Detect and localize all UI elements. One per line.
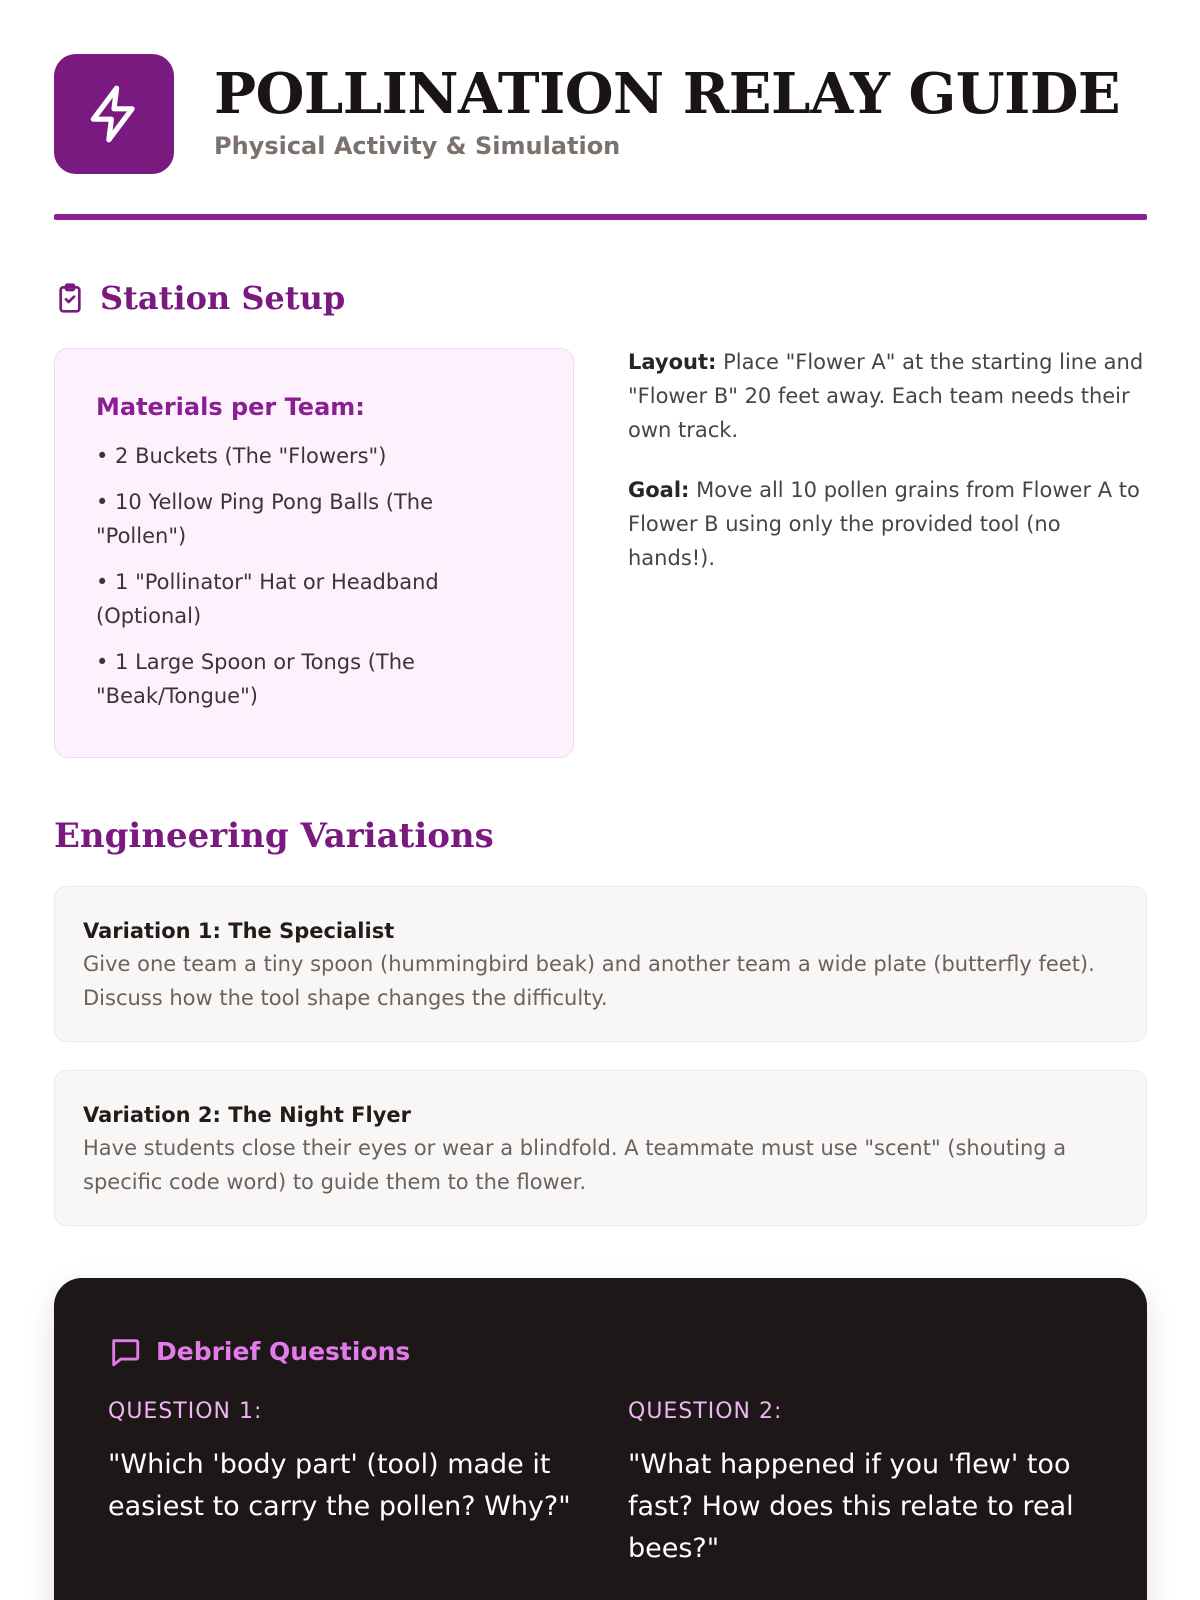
question-label: QUESTION 1: [108,1399,263,1424]
question-text: "What happened if you 'flew' too fast? How does this relate to real bees?" [628,1449,1074,1564]
list-item: • 1 "Pollinator" Hat or Headband (Optional) [96,570,439,628]
engineering-variations-heading: Engineering Variations [54,816,494,856]
list-item: • 1 Large Spoon or Tongs (The "Beak/Tongue") [96,650,415,708]
list-item: • 10 Yellow Ping Pong Balls (The "Pollen") [96,490,434,548]
materials-list [96,439,533,713]
goal-label: Goal: [628,478,690,502]
variation-description: Give one team a tiny spoon (hummingbird beak) and another team a wide plate (butterfly feet). Discuss how the tool shape changes the difficulty. [83,952,1095,1010]
setup-instructions [628,345,1148,601]
question-block [628,1396,1098,1570]
layout-label: Layout: [628,350,717,374]
question-label: QUESTION 2: [628,1399,783,1424]
variation-name: Variation 1: The Specialist [83,919,395,943]
materials-heading: Materials per Team: [96,393,365,421]
variation-description: Have students close their eyes or wear a blindfold. A teammate must use "scent" (shouting a specific code word) to guide them to the flower. [83,1136,1067,1194]
logo-tile [54,54,174,174]
layout-paragraph [628,345,1148,447]
variation-card [54,1070,1147,1226]
debrief-header [108,1334,410,1370]
page-header [54,54,1147,220]
variation-card [54,886,1147,1042]
station-setup-heading: Station Setup [100,279,346,317]
clipboard-check-icon [54,281,86,315]
lightning-bolt-icon [83,83,145,145]
goal-paragraph [628,473,1148,575]
goal-text: Move all 10 pollen grains from Flower A to Flower B using only the provided tool (no hands!). [628,478,1140,570]
speech-bubble-icon [108,1335,142,1369]
page-title: POLLINATION RELAY GUIDE [214,61,1121,127]
list-item: • 2 Buckets (The "Flowers") [96,444,387,468]
materials-card [54,348,574,758]
debrief-panel [54,1278,1147,1600]
variation-name: Variation 2: The Night Flyer [83,1103,412,1127]
question-text: "Which 'body part' (tool) made it easiest to carry the pollen? Why?" [108,1449,571,1522]
page-subtitle: Physical Activity & Simulation [214,132,621,160]
layout-text: Place "Flower A" at the starting line and "Flower B" 20 feet away. Each team needs their own track. [628,350,1144,442]
header-divider [54,214,1147,220]
debrief-title: Debrief Questions [156,1337,411,1366]
question-block [108,1396,578,1528]
